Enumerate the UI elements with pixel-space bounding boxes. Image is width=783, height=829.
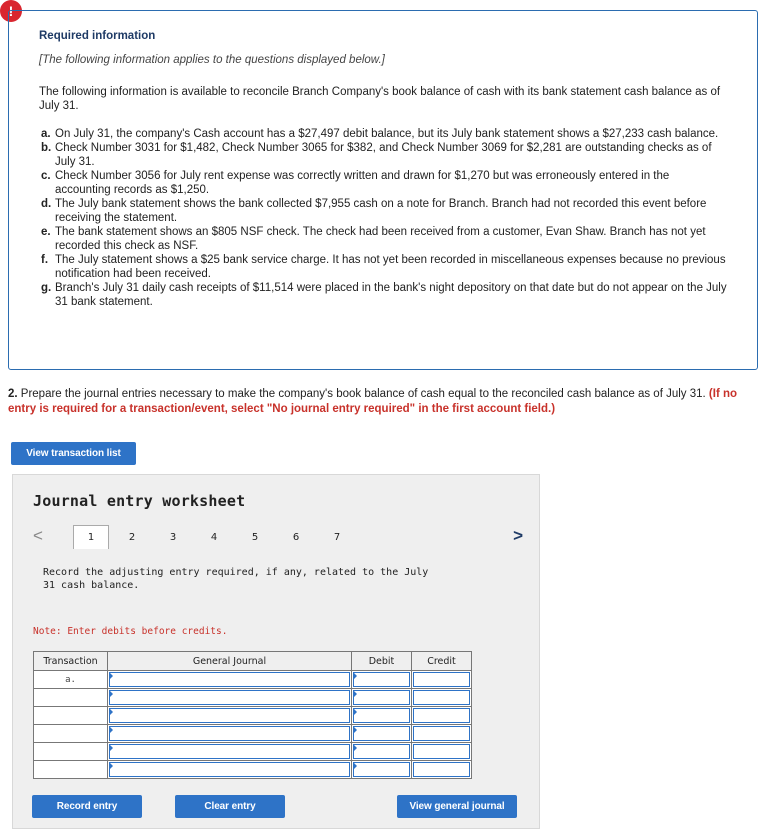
info-title: Required information — [39, 30, 156, 42]
table-row — [34, 725, 472, 743]
account-input[interactable] — [108, 761, 352, 779]
item-letter: e. — [41, 226, 51, 238]
debit-input[interactable] — [352, 689, 412, 707]
clear-entry-button[interactable]: Clear entry — [175, 795, 285, 818]
item-text: The July bank statement shows the bank collected $7,955 cash on a note for Branch. Branch had not recorded this event before receiving the statement. — [55, 198, 707, 224]
credit-input[interactable] — [412, 689, 472, 707]
view-general-journal-button[interactable]: View general journal — [397, 795, 517, 818]
table-header-row — [34, 652, 472, 671]
list-item — [41, 225, 727, 253]
header-credit: Credit — [412, 652, 472, 671]
worksheet-pagination — [33, 525, 523, 549]
transaction-cell — [34, 761, 108, 779]
question-number: 2. — [8, 388, 18, 400]
page-tab-4[interactable]: 4 — [210, 531, 218, 543]
credit-input[interactable] — [412, 743, 472, 761]
account-input[interactable] — [108, 671, 352, 689]
item-text: The bank statement shows an $805 NSF check. The check had been received from a customer, Evan Shaw. Branch has not yet recorded this check as NSF. — [55, 226, 706, 252]
debit-input[interactable] — [352, 707, 412, 725]
credit-input[interactable] — [412, 671, 472, 689]
page-tab-7[interactable]: 7 — [333, 531, 341, 543]
item-text: Check Number 3056 for July rent expense was correctly written and drawn for $1,270 but was erroneously entered in the accounting records as $1,250. — [55, 170, 670, 196]
account-input[interactable] — [108, 707, 352, 725]
page-tab-1[interactable]: 1 — [73, 525, 109, 549]
required-information-panel — [8, 10, 758, 370]
page-tab-2[interactable]: 2 — [128, 531, 136, 543]
header-debit: Debit — [352, 652, 412, 671]
item-text: The July statement shows a $25 bank service charge. It has not yet been recorded in miscellaneous expenses because no previous notification had been received. — [55, 254, 726, 280]
info-note: [The following information applies to the questions displayed below.] — [39, 54, 385, 66]
transaction-cell — [34, 707, 108, 725]
debit-input[interactable] — [352, 761, 412, 779]
list-item — [41, 169, 727, 197]
worksheet-title: Journal entry worksheet — [33, 492, 246, 510]
question-prompt — [8, 387, 758, 417]
list-item — [41, 141, 727, 169]
record-entry-button[interactable]: Record entry — [32, 795, 142, 818]
page-tab-6[interactable]: 6 — [292, 531, 300, 543]
item-text: Check Number 3031 for $1,482, Check Number 3065 for $382, and Check Number 3069 for $2,281 are outstanding checks as of July 31. — [55, 142, 712, 168]
debit-input[interactable] — [352, 725, 412, 743]
list-item — [41, 281, 727, 309]
journal-table — [33, 651, 472, 779]
worksheet-note: Note: Enter debits before credits. — [33, 626, 228, 637]
item-letter: d. — [41, 198, 52, 210]
item-letter: b. — [41, 142, 52, 154]
credit-input[interactable] — [412, 761, 472, 779]
question-instruction: (If no entry is required for a transaction/event, select "No journal entry required" in the first account field.) — [8, 388, 738, 415]
account-input[interactable] — [108, 743, 352, 761]
view-transaction-list-button[interactable]: View transaction list — [11, 442, 136, 465]
item-text: Branch's July 31 daily cash receipts of $11,514 were placed in the bank's night depository on that date but do not appear on the July 31 bank statement. — [55, 282, 727, 308]
account-input[interactable] — [108, 689, 352, 707]
worksheet-prompt: Record the adjusting entry required, if any, related to the July 31 cash balance. — [43, 567, 429, 591]
transaction-cell: a. — [34, 671, 108, 689]
header-general-journal: General Journal — [108, 652, 352, 671]
credit-input[interactable] — [412, 707, 472, 725]
table-row — [34, 671, 472, 689]
debit-input[interactable] — [352, 743, 412, 761]
item-letter: c. — [41, 170, 51, 182]
item-text: On July 31, the company's Cash account has a $27,497 debit balance, but its July bank statement shows a $27,233 cash balance. — [55, 128, 719, 140]
item-letter: f. — [41, 254, 49, 266]
item-letter: a. — [41, 128, 51, 140]
chevron-right-icon[interactable]: > — [513, 526, 523, 545]
list-item — [41, 127, 727, 141]
account-input[interactable] — [108, 725, 352, 743]
question-text: Prepare the journal entries necessary to make the company's book balance of cash equal to the reconciled cash balance as of July 31. — [17, 388, 706, 400]
alert-icon: ! — [0, 0, 22, 22]
table-row — [34, 689, 472, 707]
item-letter: g. — [41, 282, 52, 294]
info-list — [39, 127, 727, 309]
journal-entry-worksheet — [12, 474, 540, 829]
table-row — [34, 707, 472, 725]
info-intro: The following information is available to reconcile Branch Company's book balance of cash with its bank statement cash balance as of July 31. — [39, 86, 721, 112]
transaction-cell — [34, 725, 108, 743]
debit-input[interactable] — [352, 671, 412, 689]
list-item — [41, 253, 727, 281]
table-row — [34, 743, 472, 761]
list-item — [41, 197, 727, 225]
table-row — [34, 761, 472, 779]
page-tab-3[interactable]: 3 — [169, 531, 177, 543]
credit-input[interactable] — [412, 725, 472, 743]
transaction-cell — [34, 689, 108, 707]
chevron-left-icon[interactable]: < — [33, 526, 43, 545]
transaction-cell — [34, 743, 108, 761]
header-transaction: Transaction — [34, 652, 108, 671]
page-tab-5[interactable]: 5 — [251, 531, 259, 543]
